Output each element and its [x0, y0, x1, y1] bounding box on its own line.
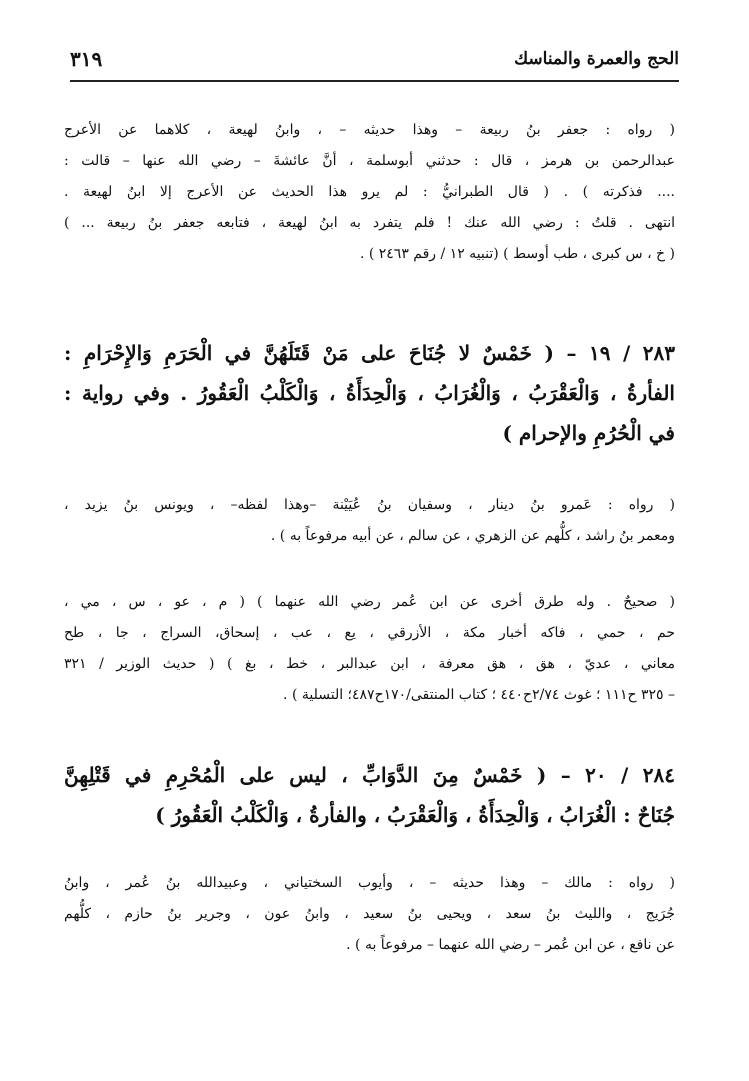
grading-note — [64, 587, 675, 711]
text-line: حم ، حمي ، فاكه أخبار مكة ، الأزرقي ، يع ، عب ، إسحاق، السراج ، جا ، طح — [64, 625, 675, 641]
text-line: ومعمر بنُ راشد ، كلُّهم عن الزهري ، عن سالم ، عن أبيه مرفوعاً به ) . — [270, 528, 675, 544]
hadith-line: الفأرةُ ، وَالْعَقْرَبُ ، وَالْغُرَابُ ، وَالْحِدَأَةُ ، وَالْكَلْبُ الْعَقُورُ . وفي رواية : — [64, 381, 675, 405]
hadith-line: جُنَاحٌ : الْغُرَابُ ، وَالْحِدَأَةُ ، وَالْعَقْرَبُ ، والفأرةُ ، وَالْكَلْبُ الْعَقُورُ ) — [155, 803, 675, 827]
running-title: الحج والعمرة والمناسك — [514, 49, 679, 69]
text-line: ( صحيحٌ . وله طرق أخرى عن ابن عُمر رضي الله عنهما ) ( م ، عو ، س ، مي ، — [64, 594, 675, 610]
source-note — [64, 490, 675, 552]
text-line: معاني ، عديّ ، هق ، هق معرفة ، ابن عبدالبر ، خط ، بغ ) ( حديث الوزير / ٣٢١ — [64, 656, 675, 672]
source-note — [64, 868, 675, 961]
page-header — [70, 42, 679, 76]
text-line: عبدالرحمن بن هرمز ، قال : حدثني أبوسلمة ، أنَّ عائشةَ – رضي الله عنها – قالت : — [64, 153, 675, 169]
hadith-text — [64, 755, 675, 835]
text-line: انتهى . قلتُ : رضي الله عنك ! فلم يتفرد به ابنُ لهيعة ، فتابعه جعفر بنُ ربيعة ... ) — [64, 215, 675, 231]
hadith-line: في الْحُرُمِ والإحرام ) — [502, 421, 675, 445]
text-line: ( رواه : جعفر بنُ ربيعة – وهذا حديثه – ، وابنُ لهيعة ، كلاهما عن الأعرج — [64, 122, 675, 138]
page-number: ٣١٩ — [70, 47, 103, 71]
text-line: ( رواه : عَمرو بنُ دينار ، وسفيان بنُ عُيَيْنة –وهذا لفظه– ، ويونس بنُ يزيد ، — [64, 497, 675, 513]
text-line: .... فذكرته ) . ( قال الطبرانيُّ : لم يرو هذا الحديث عن الأعرج إلا ابنُ لهيعة . — [64, 184, 675, 200]
hadith-line: ٢٨٤ / ٢٠ – ( خَمْسٌ مِنَ الدَّوَابِّ ، ليس على الْمُحْرِمِ في قَتْلِهِنَّ — [64, 763, 675, 787]
text-line: عن نافع ، عن ابن عُمر – رضي الله عنهما – مرفوعاً به ) . — [346, 937, 675, 953]
text-line: ( خ ، س كبرى ، طب أوسط ) (تنبيه ١٢ / رقم ٢٤٦٣ ) . — [359, 246, 675, 262]
source-note — [64, 115, 675, 270]
hadith-text — [64, 333, 675, 453]
text-line: جُرَيج ، والليث بنُ سعد ، ويحيى بنُ سعيد ، وابنُ عون ، وجرير بنُ حازم ، كلُّهم — [64, 906, 675, 922]
text-line: – ٣٢٥ ح١١١ ؛ غوث ٢/٧٤ح٤٤٠ ؛ كتاب المنتقى/١٧٠ح٤٨٧؛ التسلية ) . — [283, 687, 675, 703]
header-rule — [70, 80, 679, 82]
hadith-line: ٢٨٣ / ١٩ – ( خَمْسٌ لا جُنَاحَ على مَنْ قَتَلَهُنَّ في الْحَرَمِ وَالإِحْرَامِ : — [64, 341, 675, 365]
text-line: ( رواه : مالك – وهذا حديثه – ، وأيوب السختياني ، وعبيدالله بنُ عُمر ، وابنُ — [64, 875, 675, 891]
